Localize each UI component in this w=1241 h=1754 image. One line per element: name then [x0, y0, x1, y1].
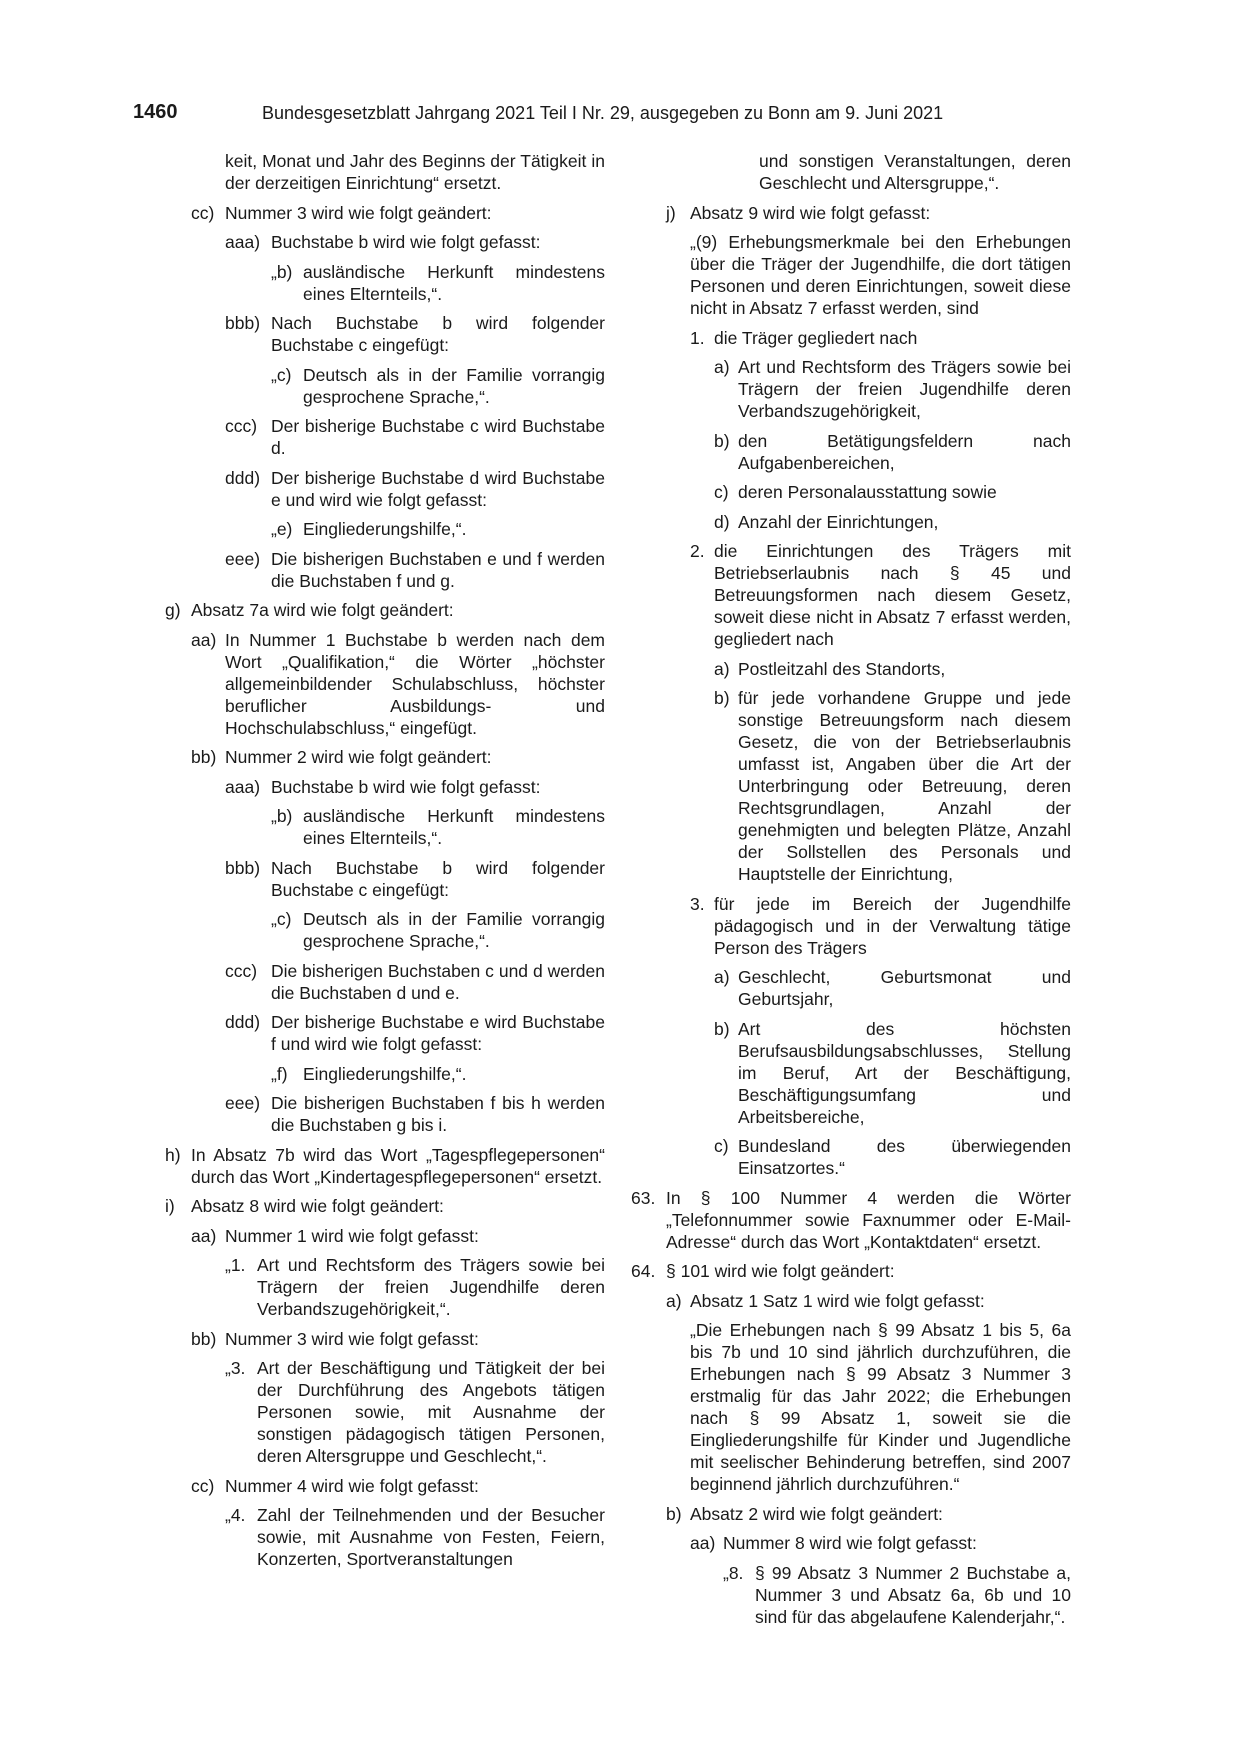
paragraph-label: a) — [714, 967, 730, 987]
paragraph-text: Absatz 9 wird wie folgt gefasst: — [690, 202, 931, 223]
paragraph-text: Nummer 8 wird wie folgt gefasst: — [723, 1533, 977, 1553]
paragraph-text: In Absatz 7b wird das Wort „Tagespflegepersonen“ durch das Wort „Kindertagespflegepersonen“ ersetzt. — [191, 1144, 605, 1187]
paragraph-label: ccc) — [225, 416, 258, 436]
paragraph-text: Art und Rechtsform des Trägers sowie bei Trägern der freien Jugendhilfe deren Verbandszugehörigkeit,“. — [257, 1255, 605, 1319]
paragraph-text: Der bisherige Buchstabe d wird Buchstabe e und wird wie folgt gefasst: — [271, 467, 605, 510]
paragraph — [723, 1562, 1071, 1628]
paragraph — [225, 857, 605, 901]
paragraph — [165, 1195, 605, 1217]
paragraph — [714, 356, 1071, 422]
paragraph-label: ddd) — [225, 467, 261, 488]
paragraph — [714, 687, 1071, 885]
paragraph-text: die Einrichtungen des Trägers mit Betriebserlaubnis nach § 45 und Betreuungsformen nach diesem Gesetz, soweit diese nicht in Absatz 7 erfasst werden, gegliedert nach — [714, 541, 1071, 649]
paragraph-label: a) — [714, 357, 730, 377]
paragraph-text: Absatz 8 wird wie folgt geändert: — [191, 1196, 444, 1216]
paragraph-text: In § 100 Nummer 4 werden die Wörter „Telefonnummer sowie Faxnummer oder E-Mail-Adresse“ durch das Wort „Kontaktdaten“ ersetzt. — [666, 1187, 1071, 1252]
paragraph-text: deren Personalausstattung sowie — [738, 482, 997, 502]
paragraph-text: den Betätigungsfeldern nach Aufgabenbereichen, — [738, 430, 1071, 473]
paragraph — [165, 599, 605, 621]
paragraph-text: für jede im Bereich der Jugendhilfe pädagogisch und in der Verwaltung tätige Person des Trägers — [714, 893, 1071, 958]
paragraph-label: „e) — [271, 519, 293, 539]
paragraph-label: ccc) — [225, 960, 258, 981]
paragraph-text: Zahl der Teilnehmenden und der Besucher sowie, mit Ausnahme von Festen, Feiern, Konzerten, Sportveranstaltungen — [257, 1505, 605, 1569]
paragraph-text: In Nummer 1 Buchstabe b werden nach dem Wort „Qualifikation,“ die Wörter „höchster allgemeinbildender Schulabschluss, höchster beruflicher Ausbildungs- und Hochschulabschluss,“ eingefügt. — [225, 629, 605, 738]
paragraph — [631, 1260, 1071, 1282]
paragraph-text: und sonstigen Veranstaltungen, deren Geschlecht und Altersgruppe,“. — [759, 151, 1071, 193]
paragraph — [225, 1011, 605, 1055]
paragraph-text: Eingliederungshilfe,“. — [303, 519, 467, 539]
paragraph-label: aa) — [191, 1225, 217, 1246]
paragraph-label: 2. — [690, 541, 705, 561]
paragraph-text: Der bisherige Buchstabe e wird Buchstabe f und wird wie folgt gefasst: — [271, 1012, 605, 1054]
paragraph-label: c) — [714, 1136, 729, 1156]
paragraph-text: Bundesland des überwiegenden Einsatzortes.“ — [738, 1136, 1071, 1178]
paragraph — [631, 1187, 1071, 1253]
paragraph — [191, 629, 605, 739]
paragraph-label: 64. — [631, 1261, 656, 1281]
paragraph — [191, 1225, 605, 1247]
paragraph-label: bbb) — [225, 857, 261, 878]
paragraph-text: Art des höchsten Berufsausbildungsabschlusses, Stellung im Beruf, Art der Beschäftigung, Beschäftigungsumfang und Arbeitsbereiche, — [738, 1018, 1071, 1127]
paragraph-text: Deutsch als in der Familie vorrangig gesprochene Sprache,“. — [303, 364, 605, 407]
paragraph-label: bb) — [191, 747, 217, 767]
paragraph-label: a) — [666, 1290, 682, 1311]
paragraph-label: ddd) — [225, 1012, 261, 1032]
paragraph-label: „c) — [271, 909, 292, 929]
paragraph — [666, 1290, 1071, 1312]
paragraph-label: „3. — [225, 1358, 246, 1378]
paragraph-text: die Träger gegliedert nach — [714, 327, 918, 348]
paragraph-label: b) — [714, 430, 730, 451]
left-column — [165, 150, 605, 1578]
paragraph — [759, 150, 1071, 194]
paragraph — [271, 518, 605, 540]
paragraph-text: ausländische Herkunft mindestens eines Elternteils,“. — [303, 806, 605, 848]
paragraph — [191, 1475, 605, 1497]
paragraph — [714, 511, 1071, 533]
paragraph-text: Art der Beschäftigung und Tätigkeit der bei der Durchführung des Angebots tätigen Personen sowie, mit Ausnahme der sonstigen pädagogisch tätigen Personen, deren Altersgruppe und Geschlecht,“. — [257, 1358, 605, 1466]
paragraph — [666, 202, 1071, 224]
paragraph-label: g) — [165, 600, 181, 620]
paragraph-label: „b) — [271, 806, 293, 826]
paragraph-text: Geschlecht, Geburtsmonat und Geburtsjahr, — [738, 967, 1071, 1009]
paragraph — [690, 231, 1071, 319]
paragraph-label: „f) — [271, 1063, 288, 1084]
paragraph-text: Absatz 7a wird wie folgt geändert: — [191, 600, 454, 620]
paragraph — [714, 1018, 1071, 1128]
paragraph-label: j) — [666, 202, 676, 223]
paragraph-label: aa) — [690, 1533, 716, 1553]
paragraph-text: Anzahl der Einrichtungen, — [738, 511, 939, 532]
paragraph-text: Nummer 4 wird wie folgt gefasst: — [225, 1475, 479, 1496]
paragraph — [225, 312, 605, 356]
paragraph-text: Absatz 2 wird wie folgt geändert: — [690, 1503, 943, 1524]
paragraph-label: 3. — [690, 893, 705, 914]
paragraph-text: Art und Rechtsform des Trägers sowie bei Trägern der freien Jugendhilfe deren Verbandszugehörigkeit, — [738, 357, 1071, 421]
paragraph — [225, 1254, 605, 1320]
paragraph-text: Nach Buchstabe b wird folgender Buchstabe c eingefügt: — [271, 857, 605, 900]
paragraph-text: Die bisherigen Buchstaben f bis h werden die Buchstaben g bis i. — [271, 1093, 605, 1135]
paragraph-label: „8. — [723, 1562, 744, 1583]
paragraph-label: 1. — [690, 327, 705, 348]
right-column — [631, 150, 1071, 1635]
paragraph-label: c) — [714, 482, 729, 502]
paragraph — [225, 776, 605, 798]
paragraph — [690, 1532, 1071, 1554]
paragraph-text: für jede vorhandene Gruppe und jede sonstige Betreuungsform nach diesem Gesetz, die von der Betriebserlaubnis umfasst ist, Angaben über die Art der Unterbringung oder Betreuung, deren Rechtsgrundlagen, Anzahl der genehmigten und belegten Plätze, Anzahl der Sollstellen des Personals und Hauptstelle der Einrichtung, — [738, 688, 1071, 884]
paragraph-label: i) — [165, 1196, 175, 1216]
paragraph-label: 63. — [631, 1187, 656, 1208]
paragraph — [666, 1503, 1071, 1525]
paragraph-label: cc) — [191, 202, 215, 223]
paragraph-label: aa) — [191, 629, 217, 650]
paragraph-text: keit, Monat und Jahr des Beginns der Tätigkeit in der derzeitigen Einrichtung“ ersetzt. — [225, 151, 605, 193]
paragraph — [690, 1319, 1071, 1495]
paragraph-label: bbb) — [225, 313, 261, 333]
paragraph — [714, 1135, 1071, 1179]
paragraph-label: d) — [714, 511, 730, 532]
paragraph — [690, 540, 1071, 650]
paragraph — [271, 364, 605, 408]
paragraph-text: Nummer 2 wird wie folgt geändert: — [225, 747, 492, 767]
paragraph-text: Buchstabe b wird wie folgt gefasst: — [271, 776, 541, 797]
paragraph — [271, 908, 605, 952]
paragraph-text: Die bisherigen Buchstaben c und d werden die Buchstaben d und e. — [271, 960, 605, 1003]
paragraph — [271, 805, 605, 849]
paragraph-text: Nach Buchstabe b wird folgender Buchstabe c eingefügt: — [271, 313, 605, 355]
paragraph-label: eee) — [225, 1093, 261, 1113]
paragraph-label: eee) — [225, 548, 261, 569]
paragraph — [225, 1504, 605, 1570]
paragraph — [191, 1328, 605, 1350]
paragraph — [714, 966, 1071, 1010]
paragraph-text: Absatz 1 Satz 1 wird wie folgt gefasst: — [690, 1290, 985, 1311]
paragraph-label: a) — [714, 658, 730, 679]
paragraph — [191, 746, 605, 768]
paragraph — [690, 893, 1071, 959]
paragraph — [225, 548, 605, 592]
paragraph — [714, 658, 1071, 680]
paragraph-text: Eingliederungshilfe,“. — [303, 1063, 467, 1084]
paragraph-label: h) — [165, 1144, 181, 1165]
paragraph — [225, 150, 605, 194]
paragraph — [225, 467, 605, 511]
paragraph-label: b) — [666, 1503, 682, 1524]
paragraph — [225, 1357, 605, 1467]
paragraph-text: Deutsch als in der Familie vorrangig gesprochene Sprache,“. — [303, 909, 605, 951]
paragraph-label: cc) — [191, 1475, 215, 1496]
paragraph — [165, 1144, 605, 1188]
paragraph — [690, 327, 1071, 349]
paragraph — [225, 960, 605, 1004]
paragraph-label: aaa) — [225, 776, 261, 797]
paragraph-text: ausländische Herkunft mindestens eines Elternteils,“. — [303, 261, 605, 304]
paragraph-text: § 99 Absatz 3 Nummer 2 Buchstabe a, Nummer 3 und Absatz 6a, 6b und 10 sind für das abgelaufene Kalenderjahr,“. — [755, 1562, 1071, 1627]
running-header: Bundesgesetzblatt Jahrgang 2021 Teil I Nr. 29, ausgegeben zu Bonn am 9. Juni 2021 — [262, 103, 944, 123]
paragraph — [191, 202, 605, 224]
paragraph-text: Postleitzahl des Standorts, — [738, 658, 946, 679]
paragraph-label: „4. — [225, 1505, 246, 1525]
paragraph-text: Buchstabe b wird wie folgt gefasst: — [271, 232, 541, 252]
paragraph-label: „c) — [271, 364, 292, 385]
paragraph-text: Der bisherige Buchstabe c wird Buchstabe d. — [271, 416, 605, 458]
paragraph-label: „b) — [271, 261, 293, 282]
paragraph-text: „(9) Erhebungsmerkmale bei den Erhebungen über die Träger der Jugendhilfe, die dort tätigen Personen und deren Einrichtungen, soweit diese nicht in Absatz 7 erfasst werden, sind — [690, 232, 1071, 318]
paragraph-label: b) — [714, 1018, 730, 1039]
paragraph-text: „Die Erhebungen nach § 99 Absatz 1 bis 5, 6a bis 7b und 10 sind jährlich durchzuführen, die Erhebungen nach § 99 Absatz 3 Nummer 3 erstmalig für das Jahr 2022; die Erhebungen nach § 99 Absatz 1, soweit sie die Eingliederungshilfe für Kinder und Jugendliche mit seelischer Behinderung betreffen, sind 2007 beginnend jährlich durchzuführen.“ — [690, 1320, 1071, 1494]
paragraph-text: § 101 wird wie folgt geändert: — [666, 1261, 895, 1281]
paragraph — [225, 415, 605, 459]
paragraph-text: Nummer 3 wird wie folgt gefasst: — [225, 1328, 479, 1349]
page-number: 1460 — [133, 101, 178, 123]
paragraph — [271, 261, 605, 305]
paragraph — [225, 231, 605, 253]
paragraph-text: Die bisherigen Buchstaben e und f werden die Buchstaben f und g. — [271, 548, 605, 591]
paragraph-label: b) — [714, 688, 730, 708]
paragraph — [271, 1063, 605, 1085]
paragraph-label: bb) — [191, 1328, 217, 1349]
paragraph — [714, 430, 1071, 474]
paragraph — [225, 1092, 605, 1136]
paragraph-text: Nummer 1 wird wie folgt gefasst: — [225, 1225, 479, 1246]
paragraph-label: „1. — [225, 1255, 246, 1275]
paragraph-label: aaa) — [225, 232, 261, 252]
paragraph — [714, 481, 1071, 503]
paragraph-text: Nummer 3 wird wie folgt geändert: — [225, 202, 492, 223]
